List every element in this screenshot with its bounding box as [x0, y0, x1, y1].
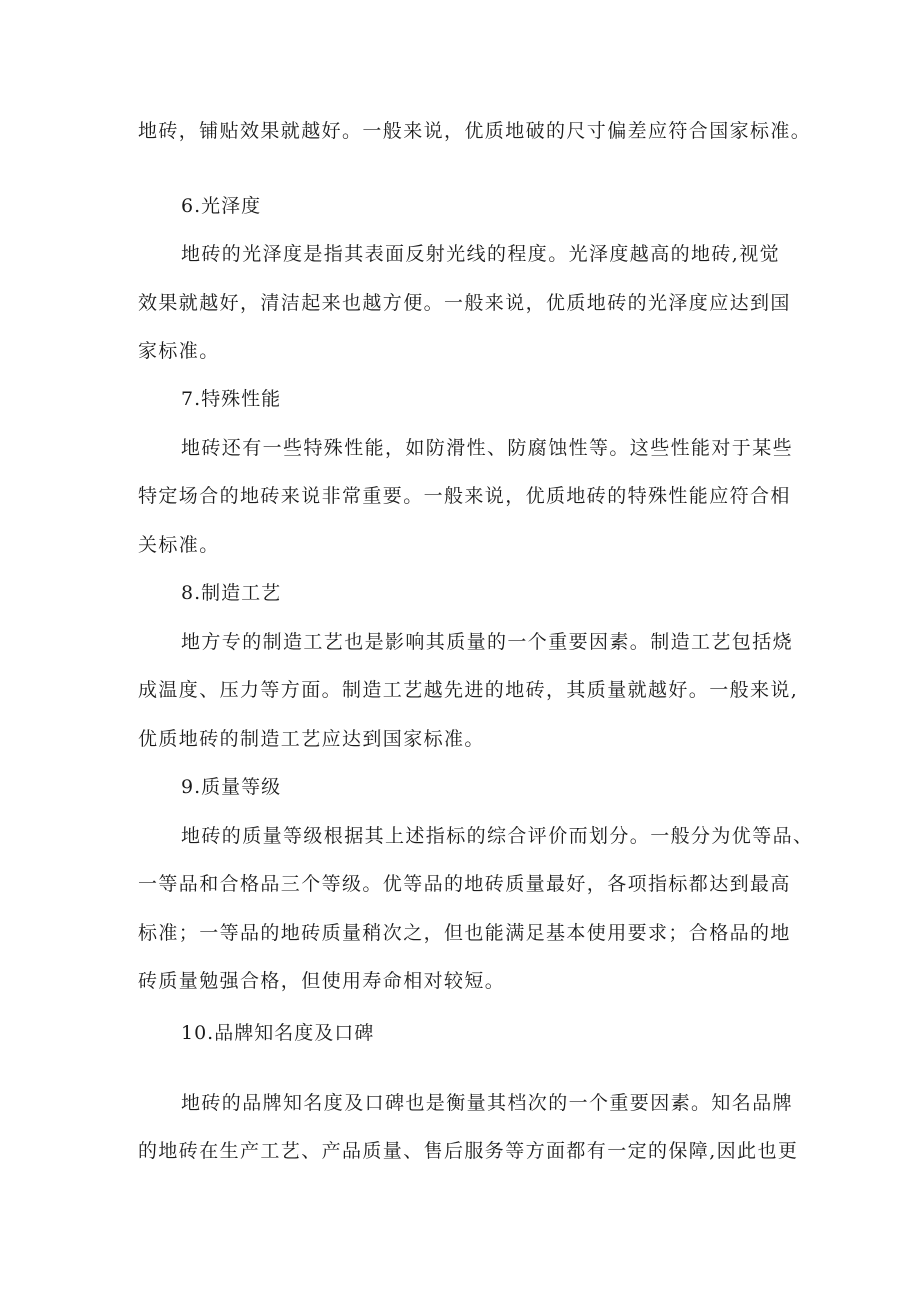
section-heading-brand: 10.品牌知名度及口碑	[181, 1022, 375, 1044]
paragraph-line: 一等品和合格品三个等级。优等品的地砖质量最好，各项指标都达到最高	[138, 873, 791, 895]
paragraph-line: 地砖，铺贴效果就越好。一般来说，优质地破的尺寸偏差应符合国家标准。	[138, 120, 812, 142]
paragraph-line: 效果就越好，清洁起来也越方便。一般来说，优质地砖的光泽度应达到国	[138, 292, 791, 314]
paragraph-line: 地砖的光泽度是指其表面反射光线的程度。光泽度越高的地砖,视觉	[181, 243, 781, 265]
section-heading-quality-grade: 9.质量等级	[181, 776, 282, 798]
paragraph-line: 地方专的制造工艺也是影响其质量的一个重要因素。制造工艺包括烧	[181, 631, 794, 653]
paragraph-line: 砖质量勉强合格，但使用寿命相对较短。	[138, 970, 506, 992]
paragraph-line: 成温度、压力等方面。制造工艺越先进的地砖，其质量就越好。一般来说,	[138, 679, 799, 701]
section-heading-special-performance: 7.特殊性能	[181, 388, 282, 410]
paragraph-line: 地砖还有一些特殊性能，如防滑性、防腐蚀性等。这些性能对于某些	[181, 437, 794, 459]
paragraph-line: 关标准。	[138, 534, 220, 556]
paragraph-line: 地砖的品牌知名度及口碑也是衡量其档次的一个重要因素。知名品牌	[181, 1092, 794, 1114]
paragraph-line: 家标准。	[138, 340, 220, 362]
section-heading-manufacturing: 8.制造工艺	[181, 582, 282, 604]
paragraph-line: 优质地砖的制造工艺应达到国家标准。	[138, 728, 485, 750]
paragraph-line: 的地砖在生产工艺、产品质量、售后服务等方面都有一定的保障,因此也更	[138, 1140, 799, 1162]
paragraph-line: 标准；一等品的地砖质量稍次之，但也能满足基本使用要求；合格品的地	[138, 922, 791, 944]
section-heading-gloss: 6.光泽度	[181, 195, 262, 217]
paragraph-line: 地砖的质量等级根据其上述指标的综合评价而划分。一般分为优等品、	[181, 825, 814, 847]
paragraph-line: 特定场合的地砖来说非常重要。一般来说，优质地砖的特殊性能应符合相	[138, 485, 791, 507]
